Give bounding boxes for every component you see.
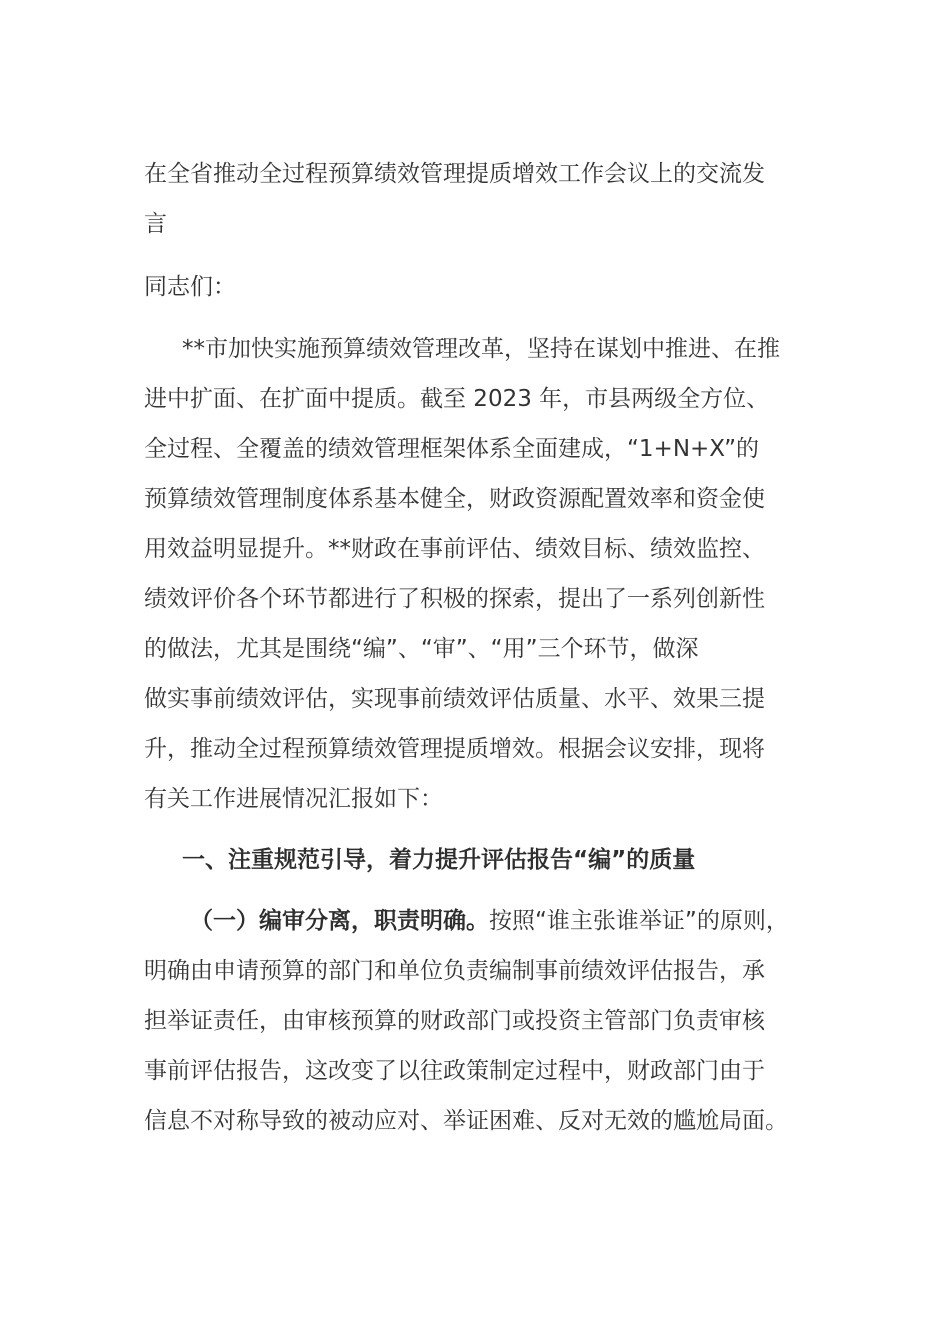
section-heading-1: 一、注重规范引导，着力提升评估报告“编”的质量 — [182, 847, 696, 873]
subsection-1-line-5: 信息不对称导致的被动应对、举证困难、反对无效的尴尬局面。 — [144, 1108, 788, 1134]
intro-line-7: 的做法，尤其是围绕“编”、“审”、“用”三个环节，做深 — [144, 636, 699, 662]
intro-line-3: 全过程、全覆盖的绩效管理框架体系全面建成，“1+N+X”的 — [144, 436, 760, 462]
subsection-1-line-4: 事前评估报告，这改变了以往政策制定过程中，财政部门由于 — [144, 1058, 765, 1084]
subsection-1-first-line — [190, 906, 789, 936]
salutation: 同志们： — [144, 274, 236, 300]
intro-line-4: 预算绩效管理制度体系基本健全，财政资源配置效率和资金使 — [144, 486, 765, 512]
intro-line-10: 有关工作进展情况汇报如下： — [144, 786, 443, 812]
document-title-line-1: 在全省推动全过程预算绩效管理提质增效工作会议上的交流发 — [144, 161, 765, 187]
intro-line-6: 绩效评价各个环节都进行了积极的探索，提出了一系列创新性 — [144, 586, 765, 612]
intro-line-1: **市加快实施预算绩效管理改革，坚持在谋划中推进、在推 — [182, 336, 780, 362]
intro-line-9: 升，推动全过程预算绩效管理提质增效。根据会议安排，现将 — [144, 736, 765, 762]
intro-line-5: 用效益明显提升。**财政在事前评估、绩效目标、绩效监控、 — [144, 536, 765, 562]
subsection-1-line-2: 明确由申请预算的部门和单位负责编制事前绩效评估报告，承 — [144, 958, 765, 984]
subsection-1-first-line-rest: 按照“谁主张谁举证”的原则， — [489, 908, 789, 934]
subsection-1-line-3: 担举证责任，由审核预算的财政部门或投资主管部门负责审核 — [144, 1008, 765, 1034]
document-title-line-2: 言 — [144, 211, 167, 237]
intro-line-2: 进中扩面、在扩面中提质。截至 2023 年，市县两级全方位、 — [144, 386, 770, 412]
subsection-1-lead: （一）编审分离，职责明确。 — [190, 908, 489, 934]
intro-line-8: 做实事前绩效评估，实现事前绩效评估质量、水平、效果三提 — [144, 686, 765, 712]
